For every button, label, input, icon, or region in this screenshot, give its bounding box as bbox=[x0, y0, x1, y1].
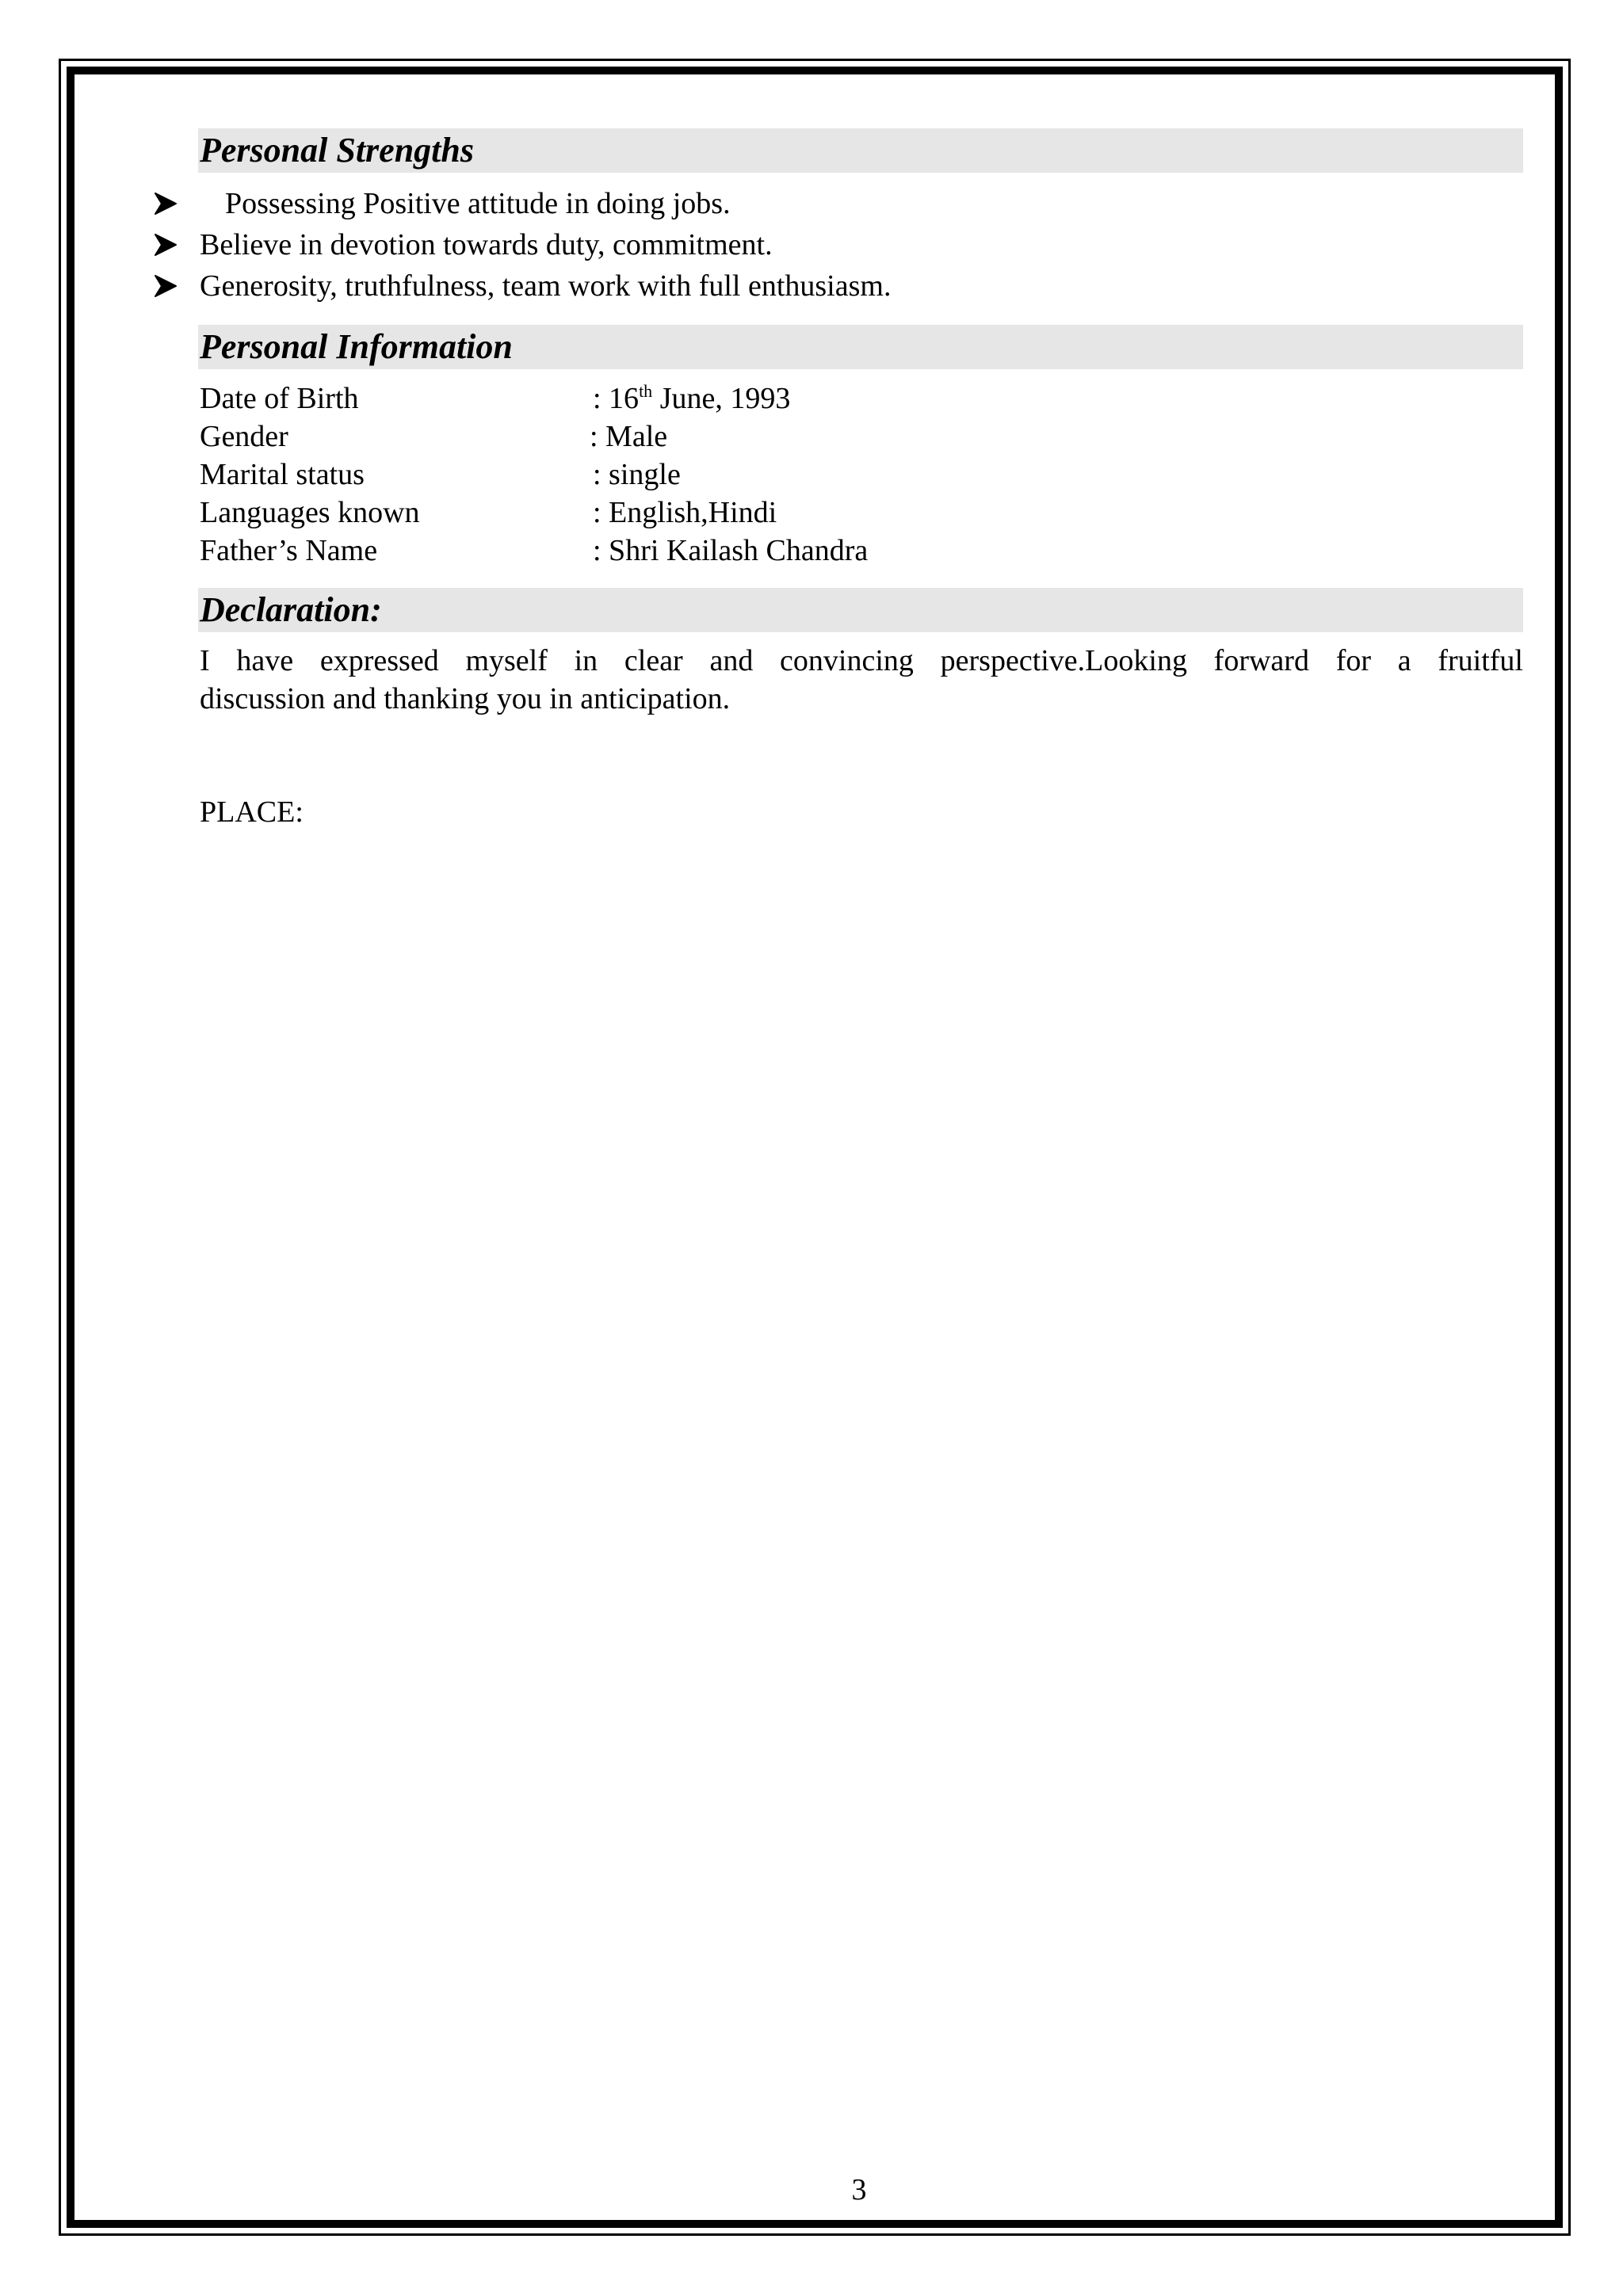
languages-label: Languages known bbox=[200, 496, 420, 529]
arrowhead-bullet-icon bbox=[152, 190, 179, 217]
place-label: PLACE: bbox=[200, 795, 304, 829]
dob-value: : 16th June, 1993 bbox=[593, 381, 791, 415]
marital-status-value: : single bbox=[593, 458, 681, 491]
arrowhead-bullet-icon bbox=[152, 273, 179, 299]
marital-status-label: Marital status bbox=[200, 458, 365, 491]
strength-item-3: Generosity, truthfulness, team work with full enthusiasm. bbox=[200, 269, 892, 303]
strength-item-1: Possessing Positive attitude in doing jobs. bbox=[225, 187, 731, 220]
fathers-name-value: : Shri Kailash Chandra bbox=[593, 534, 869, 567]
strength-item-2: Believe in devotion towards duty, commitment. bbox=[200, 228, 773, 261]
languages-value: : English,Hindi bbox=[593, 496, 777, 529]
declaration-line-2: discussion and thanking you in anticipation. bbox=[200, 682, 731, 715]
declaration-paragraph bbox=[200, 642, 1523, 718]
strengths-heading: Personal Strengths bbox=[200, 131, 474, 170]
declaration-heading-bar bbox=[198, 588, 1523, 632]
personal-info-heading: Personal Information bbox=[200, 327, 513, 366]
arrowhead-bullet-icon bbox=[152, 231, 179, 258]
gender-label: Gender bbox=[200, 420, 288, 453]
gender-value: : Male bbox=[590, 420, 668, 453]
page-number: 3 bbox=[851, 2173, 867, 2206]
dob-label: Date of Birth bbox=[200, 382, 359, 415]
declaration-line-1: I have expressed myself in clear and convincing perspective.Looking forward for a fruitful bbox=[200, 644, 1523, 677]
declaration-heading: Declaration: bbox=[200, 590, 382, 629]
fathers-name-label: Father’s Name bbox=[200, 534, 378, 567]
